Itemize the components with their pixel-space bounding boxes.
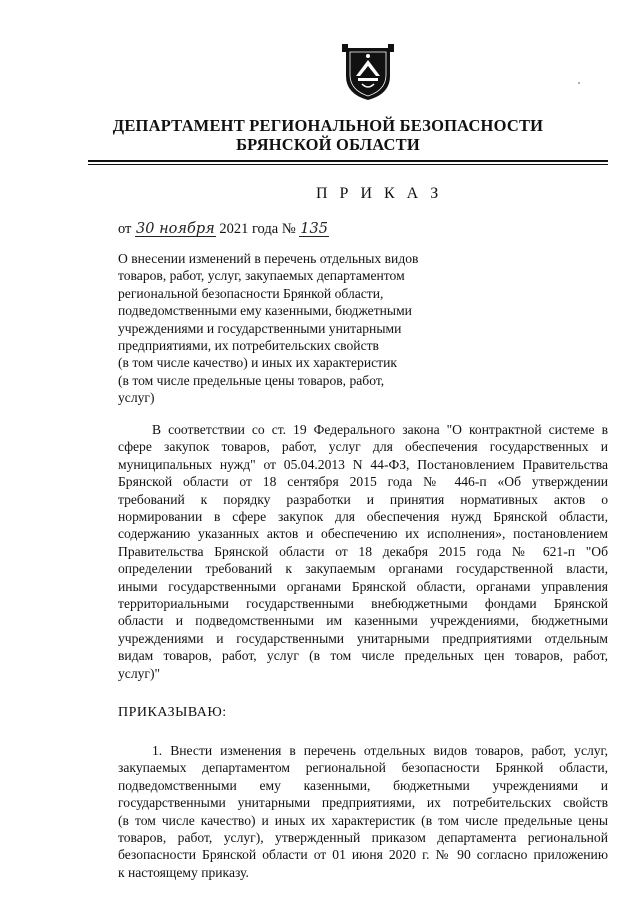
date-line [118, 221, 329, 238]
item1-line: товаров, работ, услуг), утвержденный приказом департамента региональной [118, 830, 608, 846]
basis-line: муниципальных нужд" от 05.04.2013 N 44-ФЗ, Постановлением Правительства [118, 456, 608, 472]
basis-line: содержанию указанных актов и обеспечению их исполнения», постановлением [118, 526, 608, 542]
item1-line: подведомственными ему казенными, бюджетными учреждениями и [118, 777, 608, 793]
handwritten-order-number: 135 [300, 221, 328, 237]
date-year-number-label: 2021 года № [219, 221, 296, 237]
department-title-line2: БРЯНСКОЙ ОБЛАСТИ [236, 135, 420, 154]
order-subject [118, 250, 458, 407]
item1-line: безопасности Брянской области от 01 июня 2020 г. № 90 согласно приложению [118, 847, 608, 863]
subject-line: подведомственными ему казенными, бюджетными [118, 303, 412, 319]
basis-line: нормировании в сфере закупок для обеспечения нужд Брянской области, [118, 509, 608, 525]
decree-word: ПРИКАЗЫВАЮ: [118, 705, 227, 720]
subject-line: товаров, работ, услуг, закупаемых департаментом [118, 268, 405, 284]
basis-line: определении требований к закупаемым органами государственной власти, [118, 561, 608, 577]
department-title-line1: ДЕПАРТАМЕНТ РЕГИОНАЛЬНОЙ БЕЗОПАСНОСТИ [112, 116, 544, 135]
item1-line: государственными унитарными предприятиями, их потребительских свойств [118, 795, 608, 811]
item1-line: 1. Внести изменения в перечень отдельных видов товаров, работ, услуг, [152, 743, 608, 758]
basis-line: территориальными государственными внебюджетными фондами Брянской [118, 596, 608, 612]
basis-line: сфере закупок товаров, работ, услуг для обеспечения государственных и [118, 439, 608, 455]
coat-of-arms-icon [340, 42, 396, 102]
handwritten-date: 30 ноября [136, 221, 215, 237]
subject-line: региональной безопасности Брянкой области, [118, 285, 384, 301]
basis-line: области и подведомственными им казенными учреждениями, бюджетными [118, 613, 608, 629]
basis-line: учреждениями и государственными унитарными предприятиями отдельным [118, 630, 608, 646]
basis-line: услуг)" [118, 665, 161, 681]
subject-line: услуг) [118, 390, 155, 406]
basis-line: требований к порядку разработки и принятия нормативных актов о [118, 491, 608, 507]
basis-line: В соответствии со ст. 19 Федерального закона "О контрактной системе в [152, 422, 608, 437]
date-prefix: от [118, 221, 132, 237]
legal-basis-paragraph [118, 421, 608, 682]
item1-line: (в том числе качество) и иных их характеристик (в том числе предельные цены [118, 812, 608, 828]
subject-line: учреждениями и государственными унитарными [118, 320, 402, 336]
subject-line: (в том числе качество) и иных их характеристик [118, 355, 397, 371]
item1-line: закупаемых департаментом региональной безопасности Брянкой области, [118, 760, 608, 776]
item1-line: к настоящему приказу. [118, 864, 249, 880]
basis-line: Правительства Брянской области от 18 декабря 2015 года № 621-п "Об [118, 543, 608, 559]
scan-speck [578, 82, 580, 84]
item-1-paragraph [118, 742, 608, 881]
subject-line: О внесении изменений в перечень отдельных видов [118, 251, 419, 266]
decree-paragraph [118, 704, 608, 721]
header-rule-thick [88, 160, 608, 162]
basis-line: видам товаров, работ, услуг (в том числе предельных цен товаров, работ, [118, 648, 608, 664]
basis-line: иными государственными органами Брянской области, органами управления [118, 578, 608, 594]
subject-line: предприятиями, их потребительских свойств [118, 338, 379, 354]
header-rule-thin [88, 164, 608, 165]
subject-line: (в том числе предельные цены товаров, работ, [118, 372, 385, 388]
basis-line: Брянской области от 18 сентября 2015 года № 446-п «Об утверждении [118, 474, 608, 490]
document-type: П Р И К А З [316, 185, 443, 202]
